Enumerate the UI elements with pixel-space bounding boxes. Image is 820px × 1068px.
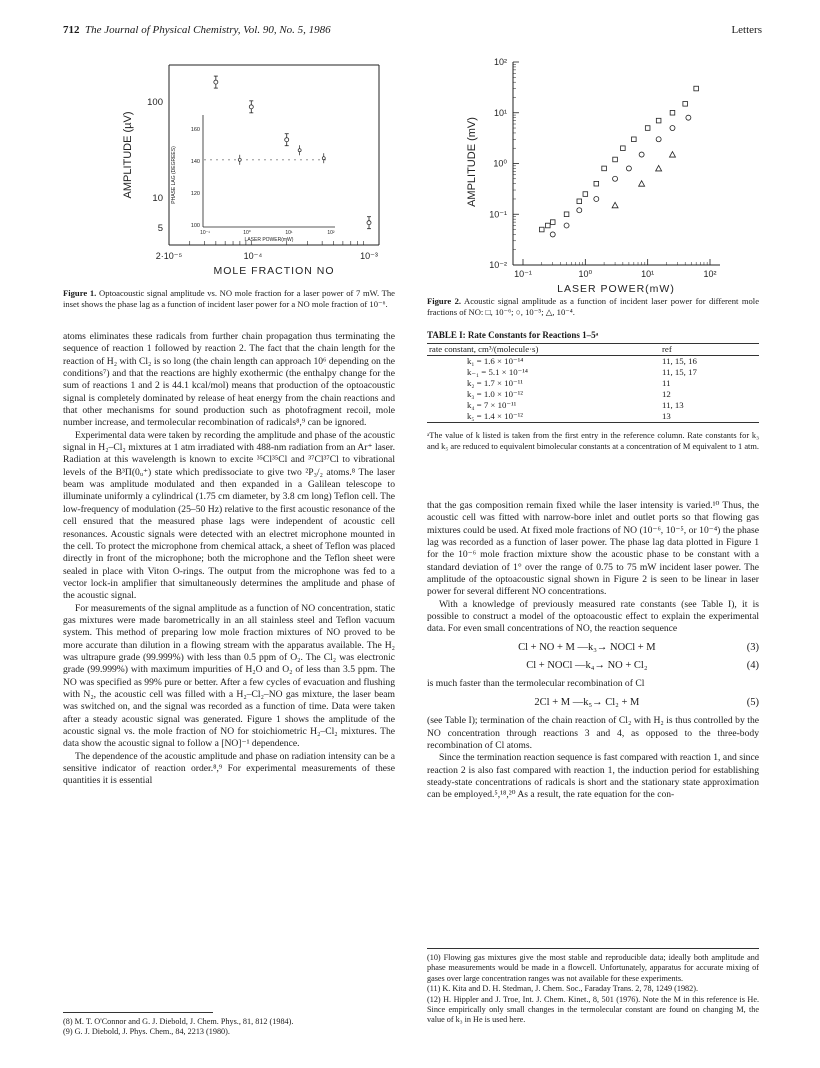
figure-2-y-tick-label: 10⁻² (489, 260, 507, 270)
left-footnotes (63, 1012, 395, 1038)
paragraph: is much faster than the termolecular recombination of Cl (427, 678, 645, 690)
inset-xlabel: LASER POWER(mW) (244, 237, 294, 243)
ref-cell: 11, 13 (662, 400, 684, 410)
right-footnotes (427, 948, 759, 1026)
figure-2-point-square (683, 102, 688, 107)
inset-ytick-160: 160 (190, 127, 200, 133)
figure-1-ytick-10: 10 (152, 193, 163, 204)
figure-2-data-points (539, 86, 698, 237)
figure-2-point-square (656, 118, 661, 123)
paragraph: (see Table I); termination of the chain reaction of Cl₂ with H₂ is thus controlled by the NO concentration through reactions 3 and 4, as opposed to the three-body recombination of Cl atoms. (427, 715, 759, 751)
figure-2-point-square (583, 192, 588, 197)
figure-2-point-circle (639, 152, 644, 157)
figure-1-point (367, 217, 371, 229)
figure-2-point-triangle (612, 202, 618, 208)
right-column-text (427, 500, 759, 802)
inset-dot (228, 159, 229, 160)
equation-5-number: (5) (746, 696, 759, 708)
footnote: (8) M. T. O'Connor and G. J. Diebold, J. Chem. Phys., 81, 812 (1984). (63, 1017, 294, 1026)
figure-2-point-circle (656, 137, 661, 142)
rate-constant-cell: k₂ = 1.7 × 10⁻¹¹ (467, 378, 523, 388)
figure-2-ylabel: AMPLITUDE (mV) (466, 117, 478, 207)
figure-2-x-ticks (514, 259, 716, 279)
figure-1-xtick-1: 10⁻⁴ (243, 251, 263, 261)
rate-constant-cell: k₅ = 1.4 × 10⁻¹² (427, 411, 660, 423)
journal-name: The Journal of Physical Chemistry, Vol. 90, No. 5, 1986 (85, 24, 331, 36)
equation-5 (427, 697, 759, 709)
table-row (427, 389, 759, 400)
table-1-footnote: ᵃThe value of k listed is taken from the first entry in the reference column. Rate constants for k₃ and k₅ are reduced to equivalent bimolecular constants at a concentration of M equivalent to 1 atm. (427, 431, 759, 451)
figure-2-y-tick-label: 10⁻¹ (489, 209, 507, 220)
table-row (427, 356, 759, 368)
figure-2-point-circle (670, 126, 675, 131)
table-1 (427, 330, 759, 452)
equation-4-number: (4) (746, 660, 759, 672)
ref-cell: 11 (662, 378, 671, 388)
figure-1-caption-text: Optoacoustic signal amplitude vs. NO mole fraction for a laser power of 7 mW. The inset shows the phase lag as a function of incident laser power for a NO mole fraction of 10⁻⁶. (63, 288, 396, 309)
ref-cell: 13 (660, 411, 759, 423)
figure-2-caption (427, 296, 759, 318)
figure-2-point-triangle (639, 181, 645, 187)
table-header-rate-constant: rate constant, cm³/(molecule·s) (427, 344, 660, 356)
inset-dot (276, 159, 277, 160)
figure-2-point-square (577, 199, 582, 204)
figure-2-point-square (613, 157, 618, 162)
figure-1-ytick-5: 5 (157, 223, 163, 234)
figure-2-point-square (539, 227, 544, 232)
figure-2-point-square (645, 126, 650, 131)
footnote-rule (63, 1012, 213, 1013)
inset-dot (222, 159, 223, 160)
footnote: (12) H. Hippler and J. Troe, Int. J. Chem. Kinet., 8, 501 (1976). Note the M in this reference is He. Since empirically only small changes in the termolecular constant are found on changing M, the value of k₃ in He is used here. (427, 994, 759, 1025)
inset-point (322, 153, 325, 163)
figure-1 (63, 55, 403, 285)
figure-2-y-ticks (489, 57, 519, 270)
ref-cell: 11, 15, 16 (662, 356, 697, 366)
paragraph: Since the termination reaction sequence is fast compared with reaction 1, and since reaction 2 is also fast compared with reaction 1, the induction period for establishing steady-state concentrations of radicals is short and the stationary state approximation can be employed.⁵,¹⁸,²⁰ As a result, the rate equation for the con- (427, 752, 759, 801)
paragraph: Experimental data were taken by recording the amplitude and phase of the acoustic signal in H₂–Cl₂ mixtures at 1 atm irradiated with 488-nm radiation from an Ar⁺ laser. Radiation at this wavelength is known to excite ³⁵Cl³⁵Cl and ³⁷Cl³⁷Cl to vibrational levels of the B³Π(0ᵤ⁺) state which predissociate to give two ²P₃/₂ atoms.⁸ The laser beam was amplitude modulated and then expanded in a Galilean telescope to illuminate uniformly a cylindrical (1.75 cm diameter, by 3.8 cm long) Teflon cell. The low-frequency of modulation (25–50 Hz) relative to the first acoustic resonance of the cell ensured that the measured phase lags were independent of acoustic cell resonances. Acoustic signals were detected with an electret microphone mounted in the cell. To protect the microphone from chemical attack, a sheet of Teflon was placed directly in front of the microphone; both the microphone and the Teflon sheet were sealed in place with Viton O-rings. The output from the microphone was fed to a vector lock-in amplifier that simultaneously determines the amplitude and phase of the acoustic signal. (63, 429, 395, 602)
inset-dot (282, 159, 283, 160)
figure-2-caption-label: Figure 2. (427, 296, 462, 306)
figure-2-point-circle (594, 196, 599, 201)
figure-2-point-square (594, 181, 599, 186)
figure-2-point-circle (564, 223, 569, 228)
table-row (427, 367, 759, 378)
figure-2-point-square (694, 86, 699, 91)
figure-1-point (285, 134, 289, 146)
figure-2-point-square (621, 146, 626, 151)
inset-dot (216, 159, 217, 160)
footnote: (9) G. J. Diebold, J. Phys. Chem., 84, 2213 (1980). (63, 1027, 230, 1037)
inset-dot (312, 159, 313, 160)
equation-3-body: Cl + NO + M —k₃→ NOCl + M (518, 641, 656, 653)
footnote: (10) Flowing gas mixtures give the most stable and reproducible data; ideally both amplitude and phase measurements would be made in a flowcell. Unfortunately, apparatus for accurate mixing of gases over large concentration ranges was not available for these experiments. (427, 953, 759, 983)
figure-1-inset (171, 115, 335, 243)
figure-2-point-square (602, 166, 607, 171)
equation-3 (427, 642, 759, 654)
inset-point (238, 155, 241, 165)
figure-2-point-circle (686, 115, 691, 120)
rate-constant-cell: k₄ = 7 × 10⁻¹¹ (467, 400, 517, 410)
inset-dot (246, 159, 247, 160)
rate-constant-cell: k₋₁ = 5.1 × 10⁻¹⁴ (467, 367, 528, 377)
table-header-ref: ref (660, 344, 759, 356)
rate-constant-table (427, 343, 759, 423)
figure-1-caption (63, 288, 395, 310)
figure-1-xtick-0: 2·10⁻⁵ (155, 251, 183, 261)
figure-2-x-tick-label: 10² (703, 269, 717, 279)
figure-2-y-tick-label: 10¹ (493, 107, 507, 118)
figure-1-point (249, 101, 253, 113)
inset-data-points (204, 145, 325, 165)
ref-cell: 12 (662, 389, 671, 399)
ref-cell: 11, 15, 17 (662, 367, 697, 377)
inset-dot (270, 159, 271, 160)
figure-1-point (214, 76, 218, 88)
inset-dot (294, 159, 295, 160)
figure-2-point-circle (577, 208, 582, 213)
figure-2-point-circle (550, 232, 555, 237)
inset-xtick-3: 10² (327, 230, 335, 236)
figure-2-y-tick-label: 10⁰ (493, 158, 507, 169)
figure-2-x-tick-label: 10⁻¹ (514, 269, 532, 279)
inset-dot (204, 159, 205, 160)
inset-dot (306, 159, 307, 160)
inset-dot (300, 159, 301, 160)
table-row (427, 378, 759, 389)
figure-2-point-square (564, 212, 569, 217)
figure-2-axes (513, 62, 720, 265)
inset-dot (264, 159, 265, 160)
figure-1-ylabel: AMPLITUDE (µV) (122, 111, 134, 199)
section-name: Letters (731, 24, 762, 36)
figure-1-caption-label: Figure 1. (63, 288, 97, 298)
table-row (427, 400, 759, 411)
inset-xtick-0: 10⁻¹ (200, 230, 210, 236)
figure-2-point-triangle (669, 152, 675, 158)
inset-dot (258, 159, 259, 160)
inset-ytick-100: 100 (190, 223, 200, 229)
paragraph: that the gas composition remain fixed while the laser intensity is varied.¹⁰ Thus, the acoustic cell was fitted with narrow-bore inlet and outlet ports so that flowing gas mixtures could be used. At fixed mole fractions of NO (10⁻⁶, 10⁻⁵, or 10⁻⁴) the phase lag was recorded as a function of laser power. The phase lag data plotted in Figure 1 for the 10⁻⁶ mole fraction mixture show the acoustic phase to be constant with a standard deviation of 1° over the range of 0.75 to 75 mW incident laser power. The amplitude of the optoacoustic signal shown in Figure 2 is seen to be linear in laser power for several different NO concentrations. (427, 500, 759, 598)
inset-dot (234, 159, 235, 160)
inset-point (298, 145, 301, 155)
paragraph: The dependence of the acoustic amplitude and phase on radiation intensity can be a sensitive indicator of reaction order.⁸,⁹ For experimental measurements of these quantities it is essential (63, 750, 395, 787)
equation-3-number: (3) (746, 641, 759, 653)
inset-dot (288, 159, 289, 160)
inset-dot (252, 159, 253, 160)
table-row (427, 411, 759, 423)
figure-2-point-square (546, 223, 551, 228)
figure-2-point-circle (613, 176, 618, 181)
footnote-rule (427, 948, 759, 949)
figure-1-xlabel: MOLE FRACTION NO (213, 265, 335, 277)
rate-constant-cell: k₃ = 1.0 × 10⁻¹² (467, 389, 523, 399)
inset-dot (210, 159, 211, 160)
figure-2-point-circle (626, 166, 631, 171)
rate-constant-cell: k₁ = 1.6 × 10⁻¹⁴ (467, 356, 524, 366)
figure-1-main-axes (169, 65, 379, 245)
figure-2-point-square (670, 110, 675, 115)
figure-1-xtick-2: 10⁻³ (360, 251, 378, 261)
figure-2-caption-text: Acoustic signal amplitude as a function of incident laser power for different mole fractions of NO: □, 10⁻⁶; ○, 10⁻⁵; △, 10⁻⁴. (427, 296, 760, 317)
inset-xtick-1: 10⁰ (243, 230, 251, 236)
left-column-text (63, 331, 395, 788)
equation-4-body: Cl + NOCl —k₄→ NO + Cl₂ (526, 660, 648, 672)
figure-2-x-tick-label: 10¹ (641, 269, 655, 279)
equation-5-body: 2Cl + M —k₅→ Cl₂ + M (534, 696, 640, 708)
figure-2-x-tick-label: 10⁰ (578, 269, 593, 279)
inset-ytick-120: 120 (190, 191, 200, 197)
running-header (63, 24, 331, 36)
equation-4 (427, 660, 759, 672)
figure-2-point-square (550, 220, 555, 225)
figure-2 (427, 50, 757, 295)
figure-2-point-square (632, 137, 637, 142)
inset-dot (318, 159, 319, 160)
inset-ylabel: PHASE LAG (DEGREES) (171, 146, 177, 204)
figure-2-y-tick-label: 10² (493, 57, 507, 67)
table-1-title: TABLE I: Rate Constants for Reactions 1–5ᵃ (427, 330, 599, 340)
inset-ytick-140: 140 (190, 159, 200, 165)
figure-2-point-triangle (656, 165, 662, 171)
inset-xtick-2: 10¹ (285, 230, 293, 236)
paragraph: With a knowledge of previously measured rate constants (see Table I), it is possible to construct a model of the optoacoustic effect to explain the experimental data. For even small concentrations of NO, the reaction sequence (427, 598, 759, 635)
paragraph: atoms eliminates these radicals from further chain propagation thus terminating the sequence of reaction 1 followed by reaction 2. The fact that the chain length for the reaction of H₂ with Cl₂ is so long (the chain length can approach 10⁶ depending on the conditions⁷) and that the reactions are highly exothermic (the enthalpy change for the sum of reactions 1 and 2 is 44.1 kcal/mol) means that production of the optoacoustic signal is completely dominated by release of heat energy from the chain reactions and that other mechanisms for sound production such as photofragment recoil, mole number increase, and termolecular recombination of radicals⁸,⁹ can be ignored. (63, 331, 395, 429)
footnote: (11) K. Kita and D. H. Stedman, J. Chem. Soc., Faraday Trans. 2, 78, 1249 (1982). (427, 984, 698, 994)
paragraph: For measurements of the signal amplitude as a function of NO concentration, static gas mixtures were made barometrically in an all stainless steel and Teflon vacuum system. This method of preparing low mole fraction mixtures of NO proved to be more accurate than dilution in a flowing stream with the apparatus available. The H₂ was ultrapure grade (99.999%) with less than 0.5 ppm of O₂. The Cl₂ was electronic grade (99.999%) with maximum impurities of H₂O and O₂ of less than 3.5 ppm. The NO was specified as 99% pure or better. After a few cycles of evacuation and flushing with N₂, the acoustic cell was filled with a H₂–Cl₂–NO gas mixture, the laser beam was switched on, and the signal was recorded as a function of time. Data were taken after a steady acoustic signal was generated. Figure 1 shows the amplitude of the acoustic signal vs. the mole fraction of NO for stoichiometric H₂–Cl₂ mixtures. The data show the acoustic signal to follow a [NO]⁻¹ dependence. (63, 602, 395, 750)
figure-1-ytick-100: 100 (147, 97, 163, 108)
figure-2-xlabel: LASER POWER(mW) (557, 283, 675, 295)
page-number: 712 (63, 24, 80, 36)
